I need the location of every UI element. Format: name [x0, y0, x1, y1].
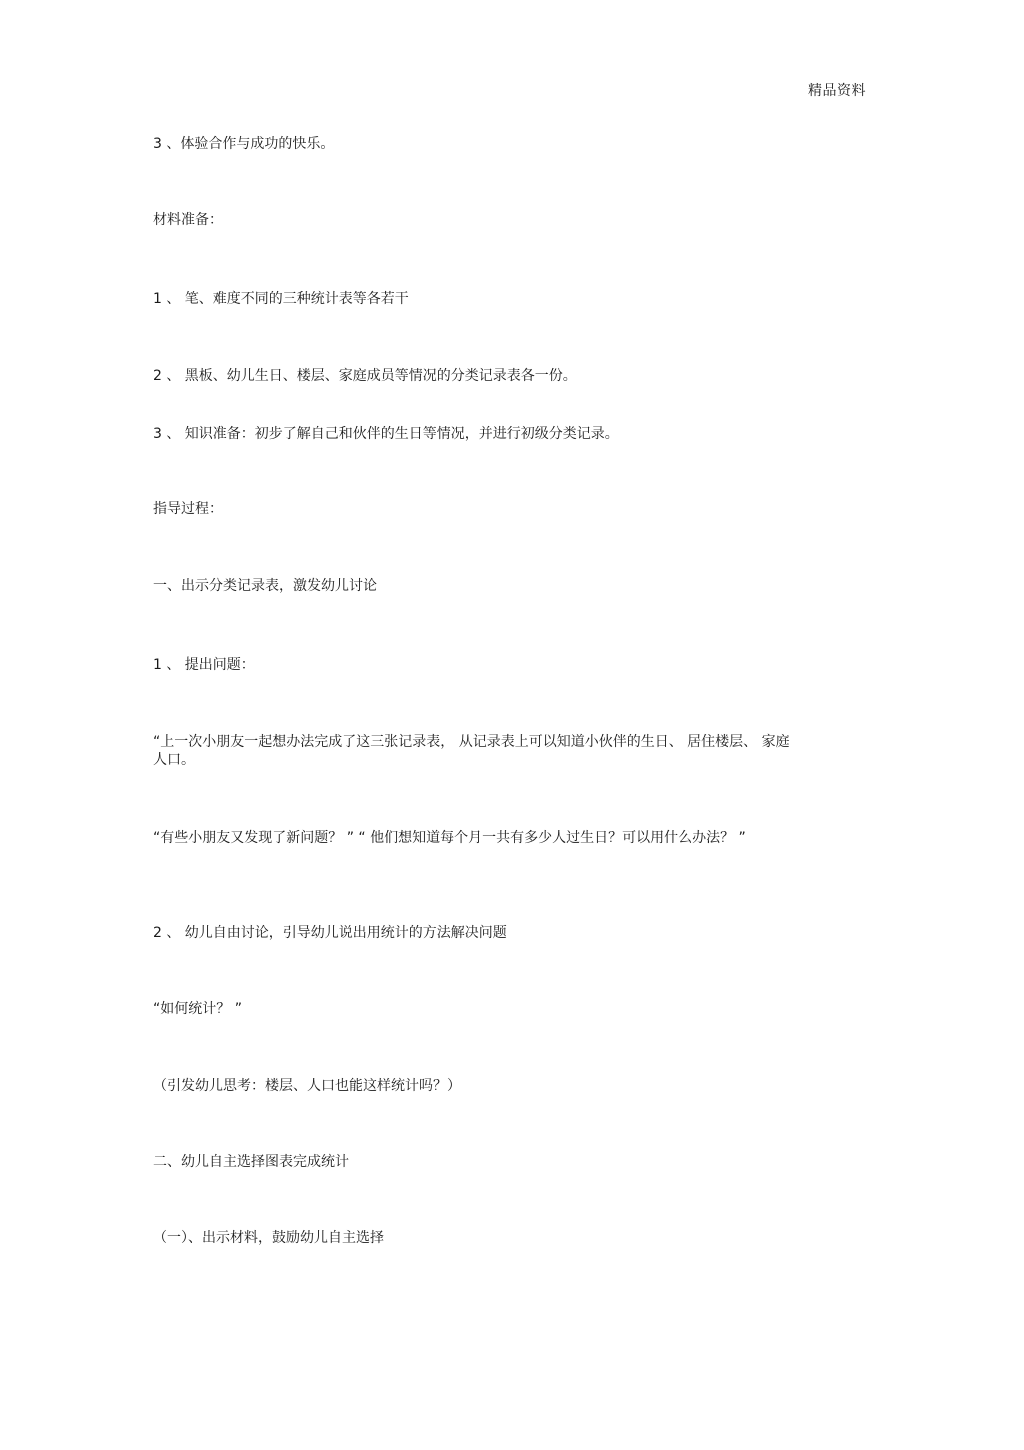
- text-line: 2 、 幼儿自由讨论，引导幼儿说出用统计的方法解决问题: [153, 925, 507, 941]
- text-line: （引发幼儿思考：楼层、人口也能这样统计吗？）: [153, 1078, 461, 1094]
- text-line: 3 、体验合作与成功的快乐。: [153, 136, 335, 152]
- text-line: （一）、出示材料，鼓励幼儿自主选择: [153, 1230, 384, 1246]
- text-line: 1 、 笔、难度不同的三种统计表等各若干: [153, 291, 409, 307]
- text-line: 3 、 知识准备：初步了解自己和伙伴的生日等情况，并进行初级分类记录。: [153, 426, 619, 442]
- section-heading: 一、出示分类记录表，激发幼儿讨论: [153, 578, 377, 594]
- section-heading: 指导过程：: [153, 501, 223, 517]
- header-label: 精品资料: [808, 83, 866, 99]
- text-paragraph: “有些小朋友又发现了新问题？ ” “ 他们想知道每个月一共有多少人过生日？可以用什么办法？ ”: [153, 830, 746, 846]
- text-line: “如何统计？ ”: [153, 1001, 242, 1017]
- text-paragraph: “上一次小朋友一起想办法完成了这三张记录表， 从记录表上可以知道小伙伴的生日、 居住楼层、 家庭人口。: [153, 734, 790, 768]
- text-line: 1 、 提出问题：: [153, 657, 255, 673]
- text-line: 2 、 黑板、幼儿生日、楼层、家庭成员等情况的分类记录表各一份。: [153, 368, 577, 384]
- section-heading: 二、幼儿自主选择图表完成统计: [153, 1154, 349, 1170]
- section-heading: 材料准备：: [153, 212, 223, 228]
